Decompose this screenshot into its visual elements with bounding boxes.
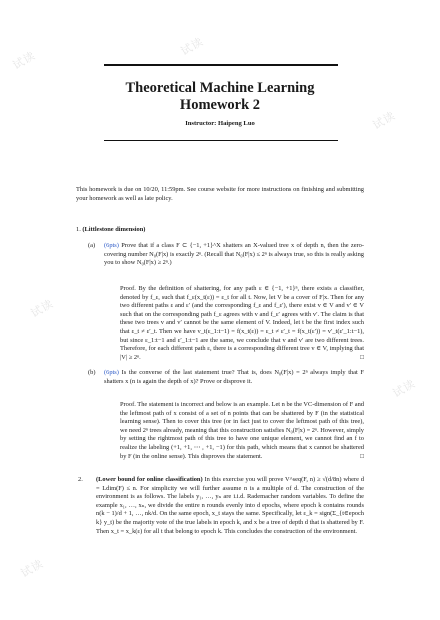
part-a-label: (a) xyxy=(88,242,96,249)
part-b-points-link[interactable]: (6pts) xyxy=(104,369,119,376)
part-b-proof-text: Proof. The statement is incorrect and below is an example. Let n be the VC-dimension of F and the leftmost path of x consist of a set of n points that can be shattered by F (in the statistical learning sense). Then to cover this tree (or in fact just to cover the leftmost path of this tree), we need 2ⁿ trees already, meaning that this construction satisfies N₀(F|x) = 2ⁿ. However, simply by setting the rightmost path of this tree to have one unique element, we cannot find an f to realize the labeling (+1, +1, ⋯ , +1, −1) for this path, which means that x cannot be shattered by F (in the online sense). This disproves the statement. xyxy=(120,401,364,460)
part-a-statement xyxy=(104,242,364,268)
watermark: 试读 xyxy=(370,108,398,133)
watermark: 试读 xyxy=(18,556,46,581)
qed-icon: □ xyxy=(360,452,364,460)
intro-paragraph: This homework is due on 10/20, 11:59pm. See course website for more instructions on finishing and submitting your homework as well as late policy. xyxy=(76,186,364,202)
header-rule-bottom xyxy=(104,140,338,141)
document-title: Theoretical Machine Learning xyxy=(125,80,315,96)
watermark: 试读 xyxy=(390,376,418,401)
question-1-title: (Littlestone dimension) xyxy=(82,226,146,233)
part-b-label: (b) xyxy=(88,369,96,376)
instructor-line: Instructor: Haipeng Luo xyxy=(185,120,255,127)
question-2-number: 2. xyxy=(78,476,83,483)
question-2-paragraph xyxy=(96,476,364,536)
document-subtitle: Homework 2 xyxy=(179,97,261,113)
part-a-text: Prove that if a class F ⊂ {−1, +1}^X shatters an X-valued tree x of depth n, then the zero-covering number N₀(F|x) is exactly 2ⁿ. (Recall that N₀(F|x) ≤ 2ⁿ is always true, so this is really asking you to show N₀(F|x) ≥ 2ⁿ.) xyxy=(104,242,364,267)
watermark: 试读 xyxy=(178,34,206,59)
part-a-points-link[interactable]: (6pts) xyxy=(104,242,119,249)
watermark: 试读 xyxy=(28,296,56,321)
question-1-number: 1. xyxy=(76,226,81,233)
part-b-text: Is the converse of the last statement true? That is, does N₀(F|x) = 2ⁿ always imply that F shatters x (n is again the depth of x)? Prove or disprove it. xyxy=(104,369,364,385)
part-b-statement xyxy=(104,369,364,386)
question-1-heading xyxy=(76,226,145,233)
part-b-proof xyxy=(120,401,364,461)
question-2-text: In this exercise you will prove V^seq(F, n) ≥ √(d/8n) where d = Ldim(F) ≤ n. For simplicity we will further assume n is a multiple of d. The construction of the environment is as follows. The labels y₁, …, yₙ are i.i.d. Rademacher random variables. To define the example x₁, …, xₙ, we divide the entire n rounds evenly into d epochs, where epoch k contains rounds n(k − 1)/d + 1, …, nk/d. On the same epoch, x_t stays the same. Specifically, let ε_k = sign(Σ_{t∈epoch k} y_t) be the majority vote of the true labels in epoch k, and x be a tree of depth d that is shattered by F. Then x_t = x_k(ε) for all t that belong to epoch k. This concludes the construction of the environment. xyxy=(96,476,364,535)
question-2-title: (Lower bound for online classification) xyxy=(96,476,203,483)
watermark: 试读 xyxy=(10,48,38,73)
part-a-proof-text: Proof. By the definition of shattering, for any path ε ∈ {−1, +1}ⁿ, there exists a classifier, denoted by f_ε, such that f_ε(x_t(ε)) = ε_t for all t. Now, let V be a cover of F|x. Then for any two different paths ε and ε′ (and the corresponding f_ε and f_ε′), there exist v ∈ V and v′ ∈ V such that on the corresponding path f_ε agrees with v and f_ε′ agrees with v′. The claim is that these two trees v and v′ cannot be the same element of V. Indeed, let t be the first index such that ε_t ≠ ε′_t. Then we have v_t(ε_1:t−1) = f(x_t(ε)) = ε_t ≠ ε′_t = f(x_t(ε′)) = v′_t(ε′_1:t−1), but since ε_1:t−1 and ε′_1:t−1 are the same, we conclude that v and v′ are two different trees. Therefore, for each different path ε, there is a corresponding different tree v ∈ V, implying that |V| ≥ 2ⁿ. xyxy=(120,285,364,361)
qed-icon: □ xyxy=(360,353,364,361)
part-a-proof xyxy=(120,285,364,362)
header-rule-top xyxy=(104,64,338,66)
